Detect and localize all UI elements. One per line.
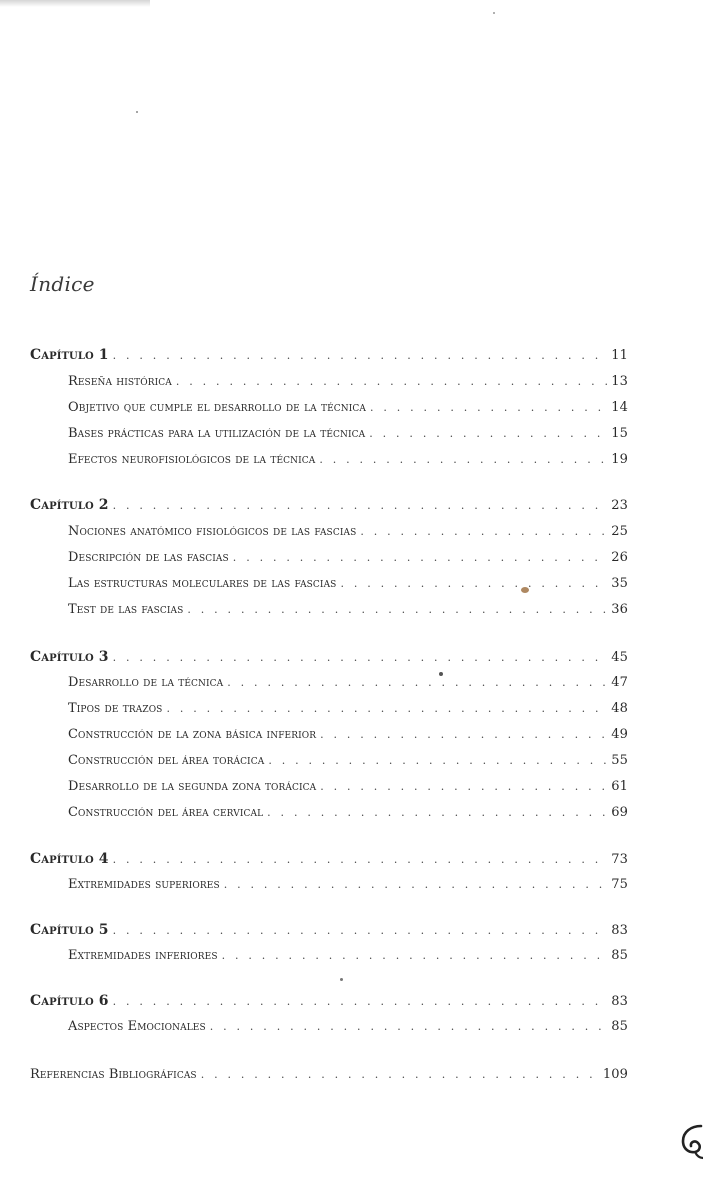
dot-leader bbox=[113, 495, 608, 517]
chapter-label: Capítulo 4 bbox=[30, 851, 109, 867]
dot-leader bbox=[187, 599, 607, 621]
dot-leader bbox=[320, 776, 607, 798]
section-label: Objetivo que cumple el desarrollo de la técnica bbox=[68, 400, 366, 415]
toc-section[interactable] bbox=[68, 724, 628, 746]
chapter-label: Capítulo 2 bbox=[30, 497, 109, 513]
toc-section[interactable] bbox=[68, 423, 628, 445]
dot-leader bbox=[222, 945, 608, 967]
page-number: 25 bbox=[611, 524, 628, 539]
page-number: 73 bbox=[611, 852, 628, 867]
dot-leader bbox=[319, 449, 607, 471]
page-number: 36 bbox=[611, 602, 628, 617]
page-number: 11 bbox=[611, 348, 628, 363]
section-label: Reseña histórica bbox=[68, 374, 172, 389]
toc-section[interactable] bbox=[68, 776, 628, 798]
page-number: 47 bbox=[611, 675, 628, 690]
section-label: Descripción de las fascias bbox=[68, 550, 229, 565]
dot-leader bbox=[176, 371, 607, 393]
section-label: Construcción del área cervical bbox=[68, 805, 264, 820]
toc-chapter-4[interactable] bbox=[30, 848, 628, 870]
dot-leader bbox=[267, 802, 607, 824]
dot-leader bbox=[227, 672, 607, 694]
paper-speck bbox=[340, 978, 343, 981]
toc-section[interactable] bbox=[68, 1016, 628, 1038]
toc-section[interactable] bbox=[68, 397, 628, 419]
dot-leader bbox=[113, 991, 608, 1013]
chapter-label: Capítulo 5 bbox=[30, 922, 109, 938]
section-label: Construcción de la zona básica inferior bbox=[68, 727, 317, 742]
index-title: Índice bbox=[30, 272, 95, 296]
page-number: 83 bbox=[611, 994, 628, 1009]
section-label: Efectos neurofisiológicos de la técnica bbox=[68, 452, 316, 467]
page-number: 13 bbox=[611, 374, 628, 389]
page-number: 14 bbox=[611, 400, 628, 415]
dot-leader bbox=[113, 345, 608, 367]
dot-leader bbox=[340, 573, 607, 595]
page-number: 109 bbox=[602, 1067, 628, 1082]
paper-speck bbox=[493, 12, 495, 14]
toc-chapter-6[interactable] bbox=[30, 990, 628, 1012]
page-number: 23 bbox=[611, 498, 628, 513]
paper-speck bbox=[439, 672, 443, 676]
dot-leader bbox=[113, 849, 608, 871]
section-label: Desarrollo de la técnica bbox=[68, 675, 224, 690]
toc-section[interactable] bbox=[68, 698, 628, 720]
section-label: Tipos de trazos bbox=[68, 701, 163, 716]
toc-chapter-1[interactable] bbox=[30, 344, 628, 366]
section-label: Construcción del área torácica bbox=[68, 753, 265, 768]
dot-leader bbox=[369, 423, 607, 445]
toc-section[interactable] bbox=[68, 573, 628, 595]
chapter-label: Capítulo 6 bbox=[30, 993, 109, 1009]
toc-section[interactable] bbox=[68, 672, 628, 694]
toc-section[interactable] bbox=[68, 599, 628, 621]
toc-chapter-2[interactable] bbox=[30, 494, 628, 516]
page-number: 15 bbox=[611, 426, 628, 441]
dot-leader bbox=[201, 1064, 599, 1086]
section-label: Desarrollo de la segunda zona torácica bbox=[68, 779, 317, 794]
toc-section[interactable] bbox=[68, 547, 628, 569]
page-number: 83 bbox=[611, 923, 628, 938]
paper-stain bbox=[521, 587, 529, 593]
page-number: 75 bbox=[611, 877, 628, 892]
toc-section[interactable] bbox=[68, 874, 628, 896]
chapter-label: Capítulo 1 bbox=[30, 347, 109, 363]
scan-top-edge bbox=[0, 0, 150, 7]
section-label: Test de las fascias bbox=[68, 602, 184, 617]
chapter-label: Capítulo 3 bbox=[30, 649, 109, 665]
section-label: Extremidades superiores bbox=[68, 877, 220, 892]
dot-leader bbox=[360, 521, 607, 543]
toc-section[interactable] bbox=[68, 371, 628, 393]
paper-speck bbox=[136, 111, 138, 113]
page-number: 19 bbox=[611, 452, 628, 467]
page-number: 26 bbox=[611, 550, 628, 565]
dot-leader bbox=[210, 1016, 608, 1038]
dot-leader bbox=[224, 874, 608, 896]
dot-leader bbox=[166, 698, 607, 720]
page-number: 35 bbox=[611, 576, 628, 591]
page-number: 61 bbox=[611, 779, 628, 794]
curl-ornament-icon bbox=[677, 1122, 703, 1162]
section-label: Nociones anatómico fisiológicos de las fascias bbox=[68, 524, 357, 539]
dot-leader bbox=[268, 750, 607, 772]
toc-section[interactable] bbox=[68, 521, 628, 543]
page-number: 69 bbox=[611, 805, 628, 820]
dot-leader bbox=[370, 397, 607, 419]
toc-section[interactable] bbox=[68, 750, 628, 772]
references-label: Referencias Bibliográficas bbox=[30, 1067, 197, 1082]
toc-chapter-5[interactable] bbox=[30, 919, 628, 941]
dot-leader bbox=[113, 647, 608, 669]
toc-chapter-3[interactable] bbox=[30, 646, 628, 668]
page-number: 49 bbox=[611, 727, 628, 742]
dot-leader bbox=[233, 547, 607, 569]
page-number: 85 bbox=[611, 948, 628, 963]
toc-references[interactable] bbox=[30, 1064, 628, 1086]
dot-leader bbox=[320, 724, 607, 746]
dot-leader bbox=[113, 920, 608, 942]
section-label: Aspectos Emocionales bbox=[68, 1019, 206, 1034]
section-label: Bases prácticas para la utilización de la técnica bbox=[68, 426, 366, 441]
page-number: 85 bbox=[611, 1019, 628, 1034]
toc-section[interactable] bbox=[68, 802, 628, 824]
section-label: Las estructuras moleculares de las fascias bbox=[68, 576, 337, 591]
page-number: 45 bbox=[611, 650, 628, 665]
toc-section[interactable] bbox=[68, 449, 628, 471]
page-number: 55 bbox=[611, 753, 628, 768]
section-label: Extremidades inferiores bbox=[68, 948, 218, 963]
toc-section[interactable] bbox=[68, 945, 628, 967]
page-number: 48 bbox=[611, 701, 628, 716]
